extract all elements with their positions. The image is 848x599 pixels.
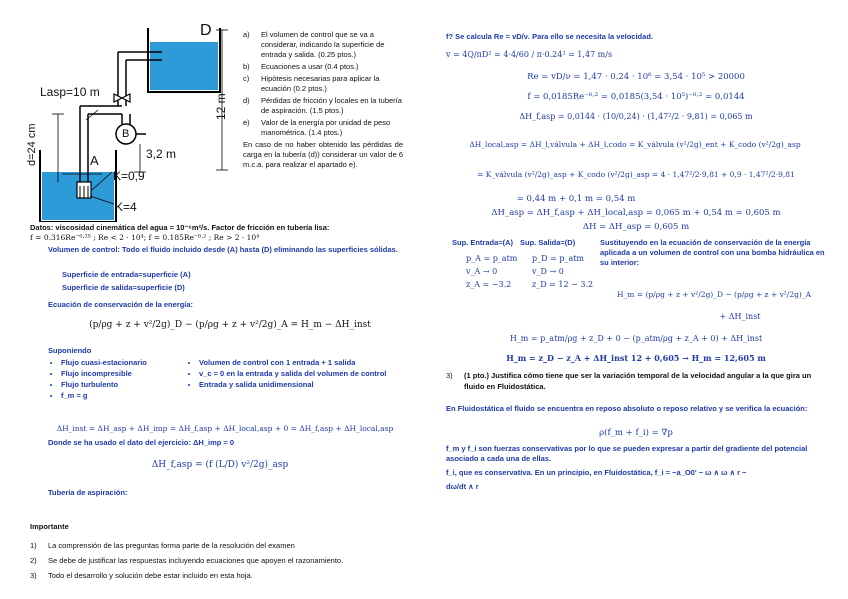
label-3-2m: 3,2 m <box>146 147 177 161</box>
eq-hm1b: + ΔH_inst <box>719 312 761 321</box>
hyp-left-list <box>50 358 180 402</box>
fluid-text-4: dω/dt ∧ r <box>446 482 479 491</box>
datos-line1: Datos: viscosidad cinemática del agua = 10⁻⁶m²/s. Factor de fricción en tubería lisa: <box>30 223 330 232</box>
q-note: En caso de no haber obtenido las pérdidas de carga en la tubería (d)) considerar un valor de 6 m.c.a. para realizar el apartado e). <box>243 140 403 169</box>
hyp-left-item: • Flujo turbulento <box>61 380 180 389</box>
donde-text: Donde se ha usado el dato del ejercicio: ΔH_imp = 0 <box>48 438 235 447</box>
importante-title: Importante <box>30 522 69 531</box>
fluid-text-2: f_m y f_i son fuerzas conservativas por lo que se pueden expresar a partir del gradiente del potencial asociado a cada una de ellas. <box>446 444 808 463</box>
hyp-right-item: • Entrada y salida unidimensional <box>199 380 413 389</box>
hyp-right-item: • Volumen de control con 1 entrada + 1 salida <box>199 358 413 367</box>
hyp-left-item: • Flujo cuasi-estacionario <box>61 358 180 367</box>
col2-values <box>532 252 593 291</box>
sup-salida: Superficie de salida=superficie (D) <box>62 283 185 292</box>
fluid-text-1: En Fluidostática el fluido se encuentra en reposo absoluto o reposo relativo y se verifica la ecuación: <box>446 404 808 413</box>
eq-f: f = 0,0185Re⁻⁰·² = 0,0185(3,54 · 10⁵)⁻⁰·² = 0,0144 <box>527 92 745 102</box>
hyp-right-list <box>188 358 413 391</box>
col2-value: z_D = 12 − 3.2 <box>532 280 594 289</box>
col2-title: Sup. Salida=(D) <box>520 238 576 247</box>
col2-value: p_D = p_atm <box>532 254 585 263</box>
q-a-text: El volumen de control que se va a considerar, indicando la superficie de entrada y salida. (0.25 ptos.) <box>261 30 385 59</box>
valve-icon <box>114 94 130 102</box>
imp-item: Todo el desarrollo y solución debe estar incluido en esta hoja. <box>48 571 253 580</box>
q-a-label: a) <box>243 30 250 39</box>
label-d-24cm: d=24 cm <box>26 123 38 166</box>
q3-block <box>446 370 826 392</box>
hyp-right-item: • v_c = 0 en la entrada y salida del volumen de control <box>199 369 413 378</box>
q-e-label: e) <box>243 118 250 127</box>
label-K09: K=0,9 <box>113 169 145 183</box>
label-K4: K=4 <box>115 200 137 214</box>
col1-value: p_A = p_atm <box>466 254 518 263</box>
imp-num: 1) <box>30 541 37 550</box>
q-b-label: b) <box>243 62 250 71</box>
q3-num: 3) <box>446 371 453 380</box>
label-B: B <box>122 128 130 140</box>
imp-num: 3) <box>30 571 37 580</box>
label-12m: 12 m <box>214 93 228 120</box>
sup-entrada: Superficie de entrada=superficie (A) <box>62 270 191 279</box>
eq-re: Re = vD/ν = 1,47 · 0.24 · 10⁶ = 3,54 · 10⁵ > 20000 <box>527 72 745 82</box>
fluid-text-3: f_i, que es conservativa. En un principio, en Fluidostática, f_i = −a_O0' − ω ∧ ω ∧ r − <box>446 468 747 477</box>
imp-num: 2) <box>30 556 37 565</box>
hyp-left-item: • f_m = g <box>61 391 180 400</box>
eq-loc3: = 0,44 m + 0,1 m = 0,54 m <box>516 194 636 204</box>
q-e-text: Valor de la energía por unidad de peso manométrica. (1.4 ptos.) <box>261 118 391 137</box>
label-lasp: Lasp=10 m <box>40 85 100 99</box>
eq-inst: ΔH_inst = ΔH_asp + ΔH_imp = ΔH_f,asp + ΔH_local,asp + 0 = ΔH_f,asp + ΔH_local,asp <box>56 424 394 433</box>
q-c-label: c) <box>243 74 250 83</box>
eq-hm1: H_m = (p/ρg + z + v²/2g)_D − (p/ρg + z + v²/2g)_A <box>616 290 811 299</box>
eq-dhf: ΔH_f,asp = 0,0144 · (10/0,24) · (1,47²/2 · 9,81) = 0,065 m <box>519 112 753 121</box>
col1-value: v_A → 0 <box>466 267 498 276</box>
eq-v: v = 4Q/πD² = 4·4/60 / π·0.24² = 1,47 m/s <box>446 50 613 59</box>
col1-value: z_A = −3.2 <box>466 280 512 289</box>
q3-text: (1 pto.) Justifica cómo tiene que ser la variación temporal de la velocidad angular a la que gira un fluido en Fluidostática. <box>464 371 812 391</box>
eq-loc2: = K_válvula (v²/2g)_asp + K_codo (v²/2g)_asp = 4 · 1,47²/2·9,81 + 0,9 · 1,47²/2·9,81 <box>477 170 795 179</box>
label-D: D <box>200 22 212 39</box>
eq-asp: ΔH_asp = ΔH_f,asp + ΔH_local,asp = 0,065 m + 0,54 m = 0,605 m <box>491 208 781 218</box>
vc-text: Volumen de control: Todo el fluido incluido desde (A) hasta (D) eliminando las superficies sólidas. <box>48 245 398 254</box>
question-list <box>243 30 403 170</box>
imp-item: Se debe de justificar las respuestas incluyendo ecuaciones que apoyen el razonamiento. <box>48 556 344 565</box>
q-d-label: d) <box>243 96 250 105</box>
label-A: A <box>90 153 99 168</box>
q-c-text: Hipótesis necesarias para aplicar la ecuación (0.2 ptos.) <box>261 74 380 93</box>
imp-item: La comprensión de las preguntas forma parte de la resolución del examen <box>48 541 295 550</box>
q-b-text: Ecuaciones a usar (0.4 ptos.) <box>261 62 359 71</box>
eq-hm2: H_m = p_atm/ρg + z_D + 0 − (p_atm/ρg + z_A + 0) + ΔH_inst <box>509 334 763 343</box>
col1-values <box>466 252 517 291</box>
eq-dh: ΔH = ΔH_asp = 0,605 m <box>582 222 690 232</box>
eq-loc1: ΔH_local,asp = ΔH_l,válvula + ΔH_l,codo = K_válvula (v²/2g)_ent + K_codo (v²/2g)_asp <box>469 140 801 149</box>
col3-text: Sustituyendo en la ecuación de conservación de la energía aplicada a un volumen de control con una bomba hidráulica en su interior: <box>600 238 825 267</box>
eq-hm3: H_m = z_D − z_A + ΔH_inst 12 + 0,605 → H_m = 12,605 m <box>506 353 766 363</box>
eq-fasp: ΔH_f,asp = (f (L/D) v²/2g)_asp <box>151 460 289 470</box>
eq-fluid: ρ(f_m + f_i) = ∇p <box>599 428 673 438</box>
suponiendo: Suponiendo <box>48 346 92 355</box>
q-d-text: Pérdidas de fricción y locales en la tubería de aspiración. (1.5 ptos.) <box>261 96 402 115</box>
pump-system-diagram <box>22 22 240 222</box>
upper-tank-water <box>150 42 218 90</box>
eq-energy: (p/ρg + z + v²/2g)_D − (p/ρg + z + v²/2g)_A = H_m − ΔH_inst <box>89 320 371 330</box>
right-intro: f? Se calcula Re = vD/ν. Para ello se necesita la velocidad. <box>446 32 653 41</box>
col2-value: v_D → 0 <box>532 267 564 276</box>
ecuacion-title: Ecuación de conservación de la energía: <box>48 300 194 309</box>
tuberia-title: Tubería de aspiración: <box>48 488 128 497</box>
col1-title: Sup. Entrada=(A) <box>452 238 514 247</box>
hyp-left-item: • Flujo incompresible <box>61 369 180 378</box>
importante-list <box>30 541 420 580</box>
datos-line2: f = 0.316Re⁻⁰·²⁵ ; Re < 2 · 10⁴; f = 0.185Re⁻⁰·² ; Re > 2 · 10⁴ <box>30 233 260 242</box>
